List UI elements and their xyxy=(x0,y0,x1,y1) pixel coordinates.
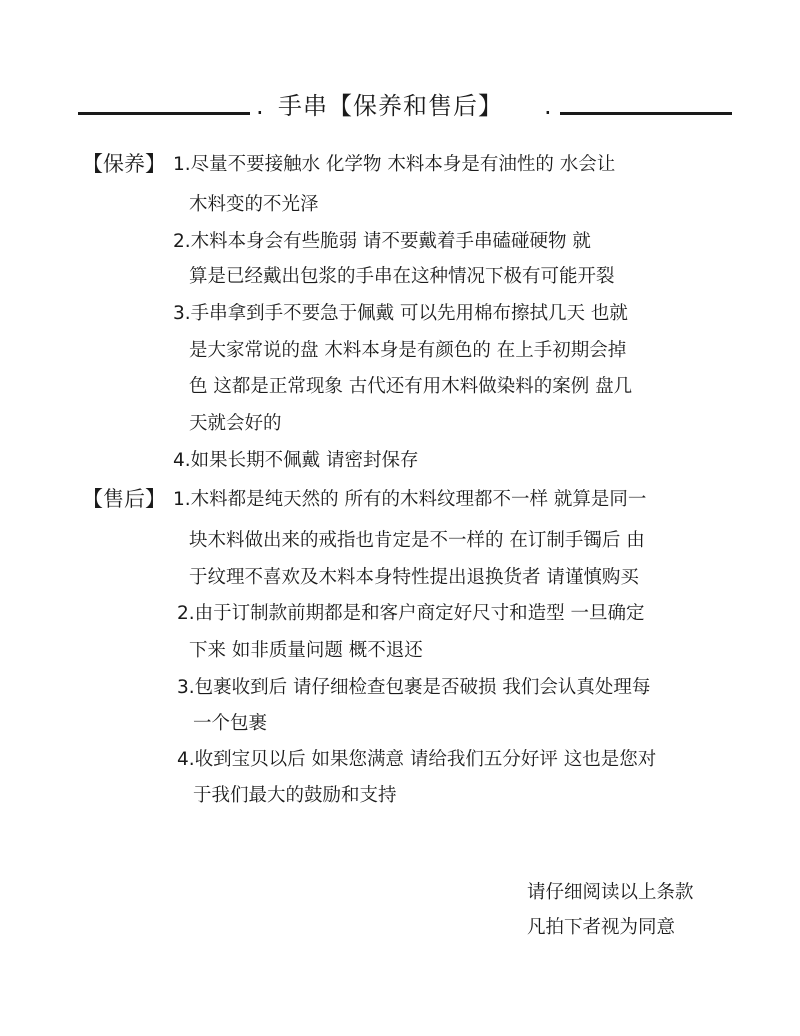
care-line: 色 这都是正常现象 古代还有用木料做染料的案例 盘几 xyxy=(189,376,633,397)
after-sales-line: 于我们最大的鼓励和支持 xyxy=(193,785,397,806)
after-sales-line: 块木料做出来的戒指也肯定是不一样的 在订制手镯后 由 xyxy=(189,530,645,551)
after-sales-section-label: 【售后】 xyxy=(82,487,166,511)
after-sales-line: 下来 如非质量问题 概不退还 xyxy=(189,640,423,661)
after-sales-line: 1.木料都是纯天然的 所有的木料纹理都不一样 就算是同一 xyxy=(173,489,647,510)
care-line: 2.木料本身会有些脆弱 请不要戴着手串磕碰硬物 就 xyxy=(173,231,591,252)
care-line: 算是已经戴出包浆的手串在这种情况下极有可能开裂 xyxy=(189,266,615,287)
page-title: 手串【保养和售后】 xyxy=(278,92,503,120)
after-sales-line: 2.由于订制款前期都是和客户商定好尺寸和造型 一旦确定 xyxy=(177,603,645,624)
title-rule-left xyxy=(78,112,250,115)
care-line: 1.尽量不要接触水 化学物 木料本身是有油性的 水会让 xyxy=(173,154,616,175)
care-line: 木料变的不光泽 xyxy=(189,194,319,215)
care-line: 3.手串拿到手不要急于佩戴 可以先用棉布擦拭几天 也就 xyxy=(173,303,628,324)
after-sales-line: 3.包裹收到后 请仔细检查包裹是否破损 我们会认真处理每 xyxy=(177,677,651,698)
closing-line-1: 请仔细阅读以上条款 xyxy=(527,882,694,903)
after-sales-line: 于纹理不喜欢及木料本身特性提出退换货者 请谨慎购买 xyxy=(189,567,639,588)
title-row xyxy=(78,88,732,128)
care-section-label: 【保养】 xyxy=(82,152,166,176)
closing-line-2: 凡拍下者视为同意 xyxy=(527,917,676,938)
title-dot-left: . xyxy=(256,92,264,120)
title-rule-right xyxy=(560,112,732,115)
care-line: 是大家常说的盘 木料本身是有颜色的 在上手初期会掉 xyxy=(189,340,627,361)
after-sales-line: 一个包裹 xyxy=(193,713,268,734)
after-sales-line: 4.收到宝贝以后 如果您满意 请给我们五分好评 这也是您对 xyxy=(177,749,657,770)
care-line: 天就会好的 xyxy=(189,413,282,434)
care-line: 4.如果长期不佩戴 请密封保存 xyxy=(173,450,419,471)
title-dot-right: . xyxy=(544,92,552,120)
